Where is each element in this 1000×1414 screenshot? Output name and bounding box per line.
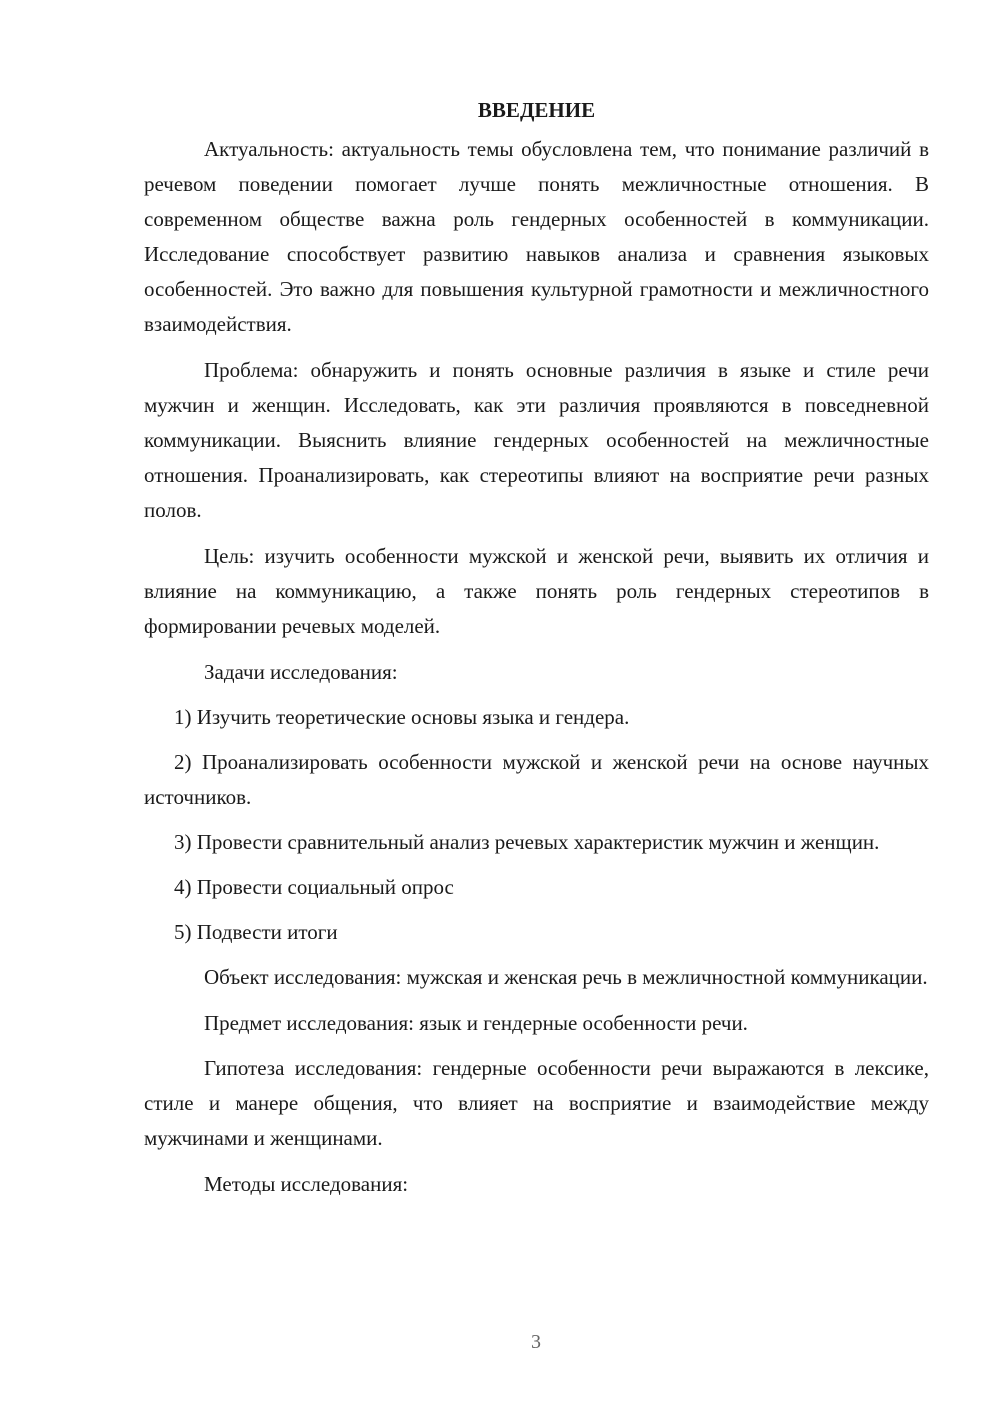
tasks-list xyxy=(144,700,929,950)
section-heading: ВВЕДЕНИЕ xyxy=(477,98,596,122)
subject-paragraph: Предмет исследования: язык и гендерные особенности речи. xyxy=(204,1011,748,1035)
goal-paragraph: Цель: изучить особенности мужской и женской речи, выявить их отличия и влияние на коммуникацию, а также понять роль гендерных стереотипов в формировании речевых моделей. xyxy=(144,544,929,638)
task-item-5: 5) Подвести итоги xyxy=(174,920,338,944)
page-number: 3 xyxy=(531,1331,541,1353)
relevance-paragraph: Актуальность: актуальность темы обусловлена тем, что понимание различий в речевом поведении помогает лучше понять межличностные отношения. В современном обществе важна роль гендерных особенностей в коммуникации. Исследование способствует развитию навыков анализа и сравнения языковых особенностей. Это важно для повышения культурной грамотности и межличностного взаимодействия. xyxy=(144,137,929,336)
tasks-title: Задачи исследования: xyxy=(204,660,398,684)
page-content xyxy=(144,92,929,1212)
task-item-4: 4) Провести социальный опрос xyxy=(174,875,454,899)
hypothesis-paragraph: Гипотеза исследования: гендерные особенности речи выражаются в лексике, стиле и манере общения, что влияет на восприятие и взаимодействие между мужчинами и женщинами. xyxy=(144,1056,929,1150)
problem-paragraph: Проблема: обнаружить и понять основные различия в языке и стиле речи мужчин и женщин. Исследовать, как эти различия проявляются в повседневной коммуникации. Выяснить влияние гендерных особенностей на межличностные отношения. Проанализировать, как стереотипы влияют на восприятие речи разных полов. xyxy=(144,358,929,522)
task-item-3: 3) Провести сравнительный анализ речевых характеристик мужчин и женщин. xyxy=(174,830,880,854)
object-paragraph: Объект исследования: мужская и женская речь в межличностной коммуникации. xyxy=(204,965,928,989)
task-item-1: 1) Изучить теоретические основы языка и гендера. xyxy=(174,705,630,729)
task-item-2: 2) Проанализировать особенности мужской и женской речи на основе научных источников. xyxy=(144,750,929,809)
methods-title: Методы исследования: xyxy=(204,1172,409,1196)
